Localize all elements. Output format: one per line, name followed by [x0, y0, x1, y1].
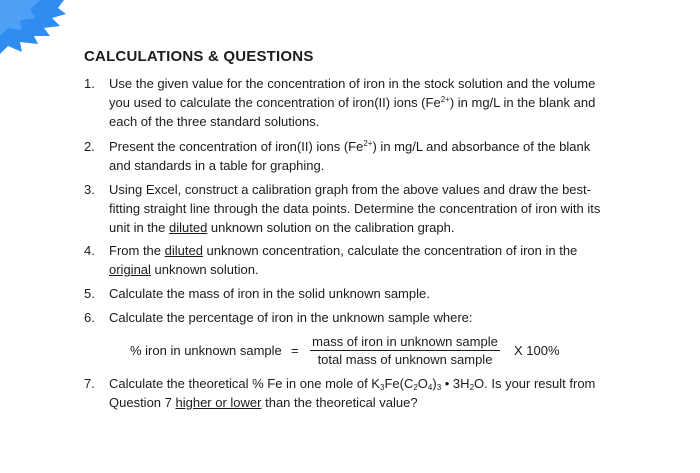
question-number: 5. [84, 286, 95, 301]
question-text: Calculate the percentage of iron in the unknown sample where: [109, 310, 473, 325]
question-number: 6. [84, 310, 95, 325]
question-2 [84, 137, 604, 175]
question-number: 1. [84, 76, 95, 91]
question-4 [84, 241, 604, 279]
question-6 [84, 308, 604, 327]
corner-brush-mark [0, 0, 70, 55]
formula-numerator: mass of iron in unknown sample [310, 334, 500, 351]
question-text: Use the given value for the concentration of iron in the stock solution and the volume you used to calculate the concentration of iron(II) ions $(Fe^{2+})$ in mg/L in the blank and each of the three standard solutions. [109, 76, 596, 129]
question-5 [84, 284, 604, 303]
question-text: Calculate the mass of iron in the solid unknown sample. [109, 286, 430, 301]
page-heading: CALCULATIONS & QUESTIONS [84, 48, 314, 65]
formula-equals: = [291, 343, 299, 358]
percentage-formula [130, 334, 590, 370]
question-number: 3. [84, 182, 95, 197]
question-1 [84, 74, 604, 131]
question-number: 7. [84, 376, 95, 391]
question-number: 2. [84, 139, 95, 154]
question-text: Present the concentration of iron(II) ions $(Fe^{2+})$ in mg/L and absorbance of the blank and standards in a table for graphing. [109, 139, 591, 173]
question-number: 4. [84, 243, 95, 258]
formula-multiplier: X 100% [514, 343, 560, 358]
question-text: From the diluted unknown concentration, calculate the concentration of iron in the original unknown solution. [109, 243, 578, 277]
question-3 [84, 180, 604, 237]
question-text: Using Excel, construct a calibration graph from the above values and draw the best-fitting straight line through the data points. Determine the concentration of iron with its unit in the diluted unknown solution on the calibration graph. [109, 182, 601, 235]
formula-lhs: % iron in unknown sample [130, 343, 282, 358]
formula-denominator: total mass of unknown sample [317, 352, 493, 367]
question-text: Calculate the theoretical % Fe in one mole of $K_3Fe(C_2O_4)_3$ • $3H_2O$. Is your result from Question 7 higher or lower than the theoretical value? [109, 376, 596, 410]
formula-fraction [310, 334, 500, 367]
question-7 [84, 374, 604, 412]
